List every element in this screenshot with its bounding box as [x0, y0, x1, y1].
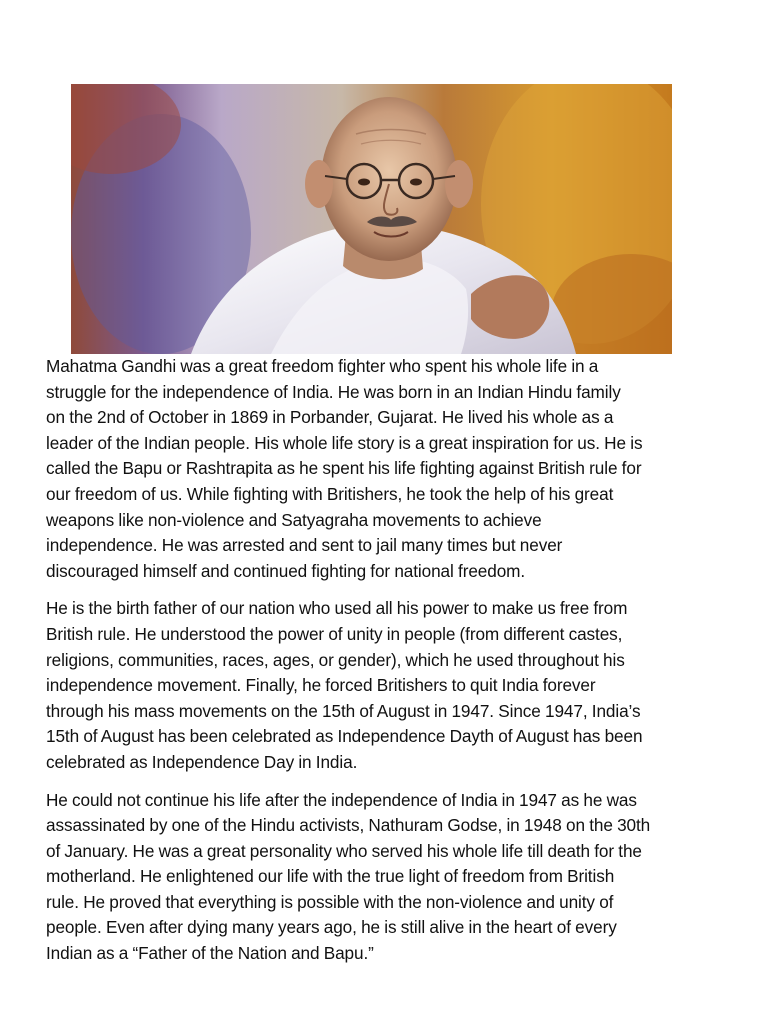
article-body — [46, 354, 736, 979]
portrait-image — [71, 84, 672, 354]
paragraph-father-of-nation: He is the birth father of our nation who used all his power to make us free from British rule. He understood the power of unity in people (from different castes, religions, communities, races, ages, or gender), which he used throughout his independence movement. Finally, he forced Britishers to quit India forever through his mass movements on the 15th of August in 1947. Since 1947, India’s 15th of August has been celebrated as Independence Dayth of August has been celebrated as Independence Day in India. — [46, 598, 643, 772]
paragraph-intro: Mahatma Gandhi was a great freedom fighter who spent his whole life in a struggle for the independence of India. He was born in an Indian Hindu family on the 2nd of October in 1869 in Porbander, Gujarat. He lived his whole as a leader of the Indian people. His whole life story is a great inspiration for us. He is called the Bapu or Rashtrapita as he spent his life fighting against British rule for our freedom of us. While fighting with Britishers, he took the help of his great weapons like non-violence and Satyagraha movements to achieve independence. He was arrested and sent to jail many times but never discouraged himself and continued fighting for national freedom. — [46, 356, 643, 581]
portrait-painting — [71, 84, 672, 354]
paragraph-assassination: He could not continue his life after the independence of India in 1947 as he was assassinated by one of the Hindu activists, Nathuram Godse, in 1948 on the 30th of January. He was a great personality who served his whole life till death for the motherland. He enlightened our life with the true light of freedom from British rule. He proved that everything is possible with the non-violence and unity of people. Even after dying many years ago, he is still alive in the heart of every Indian as a “Father of the Nation and Bapu.” — [46, 789, 651, 964]
